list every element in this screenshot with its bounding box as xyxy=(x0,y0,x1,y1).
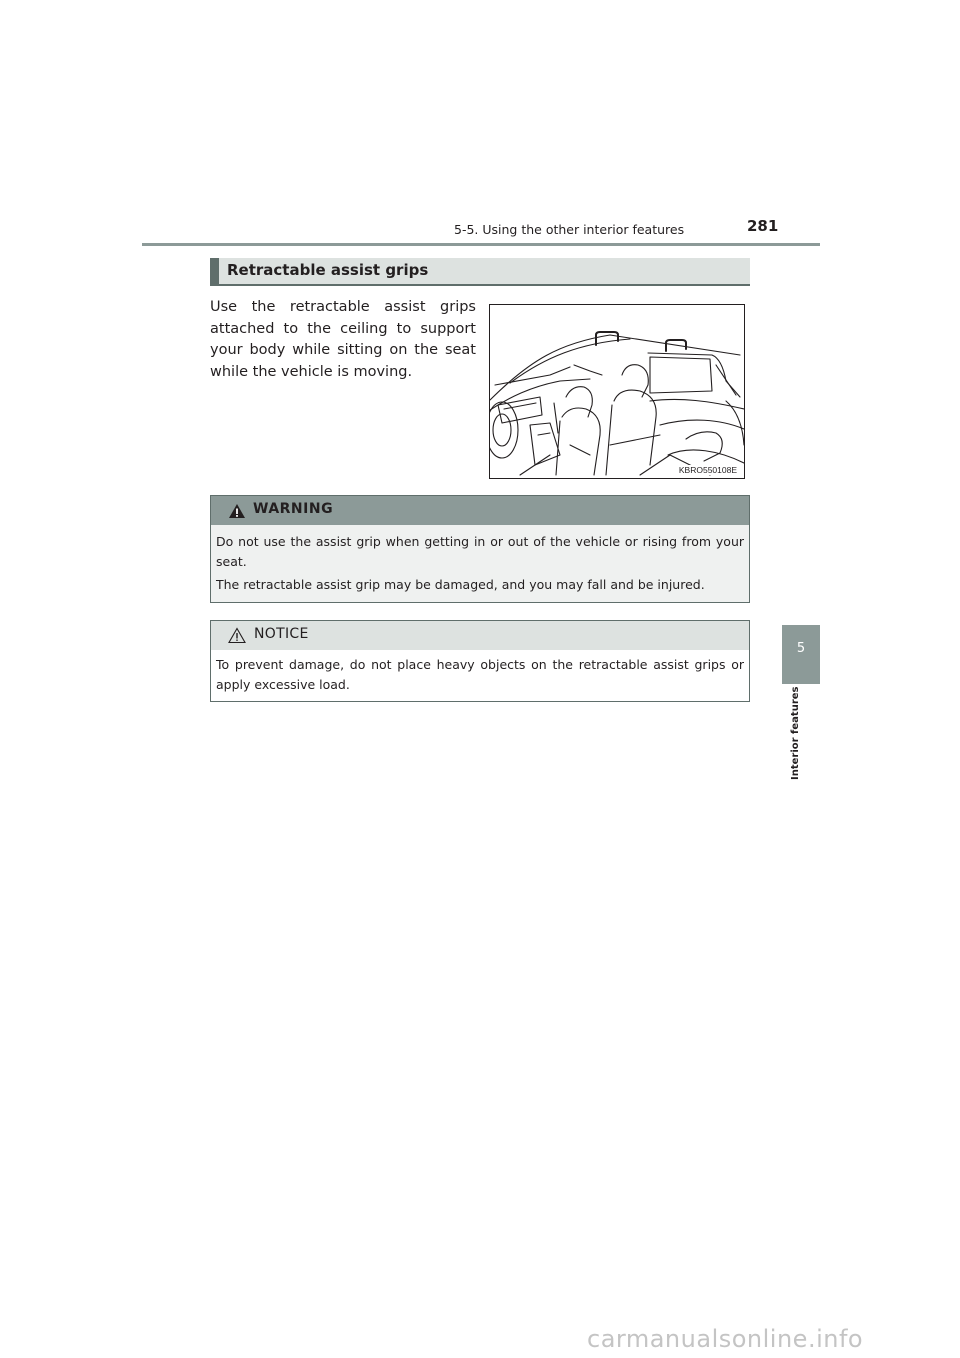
warning-paragraph: The retractable assist grip may be damaged, and you may fall and be injured. xyxy=(216,577,705,592)
section-path: 5-5. Using the other interior features xyxy=(454,222,685,237)
warning-box xyxy=(210,495,750,603)
warning-paragraph: Do not use the assist grip when getting in or out of the vehicle or rising from your seat. xyxy=(216,534,744,569)
notice-body xyxy=(211,650,749,695)
section-heading-text: Retractable assist grips xyxy=(227,261,429,279)
warning-body xyxy=(211,525,749,595)
chapter-label xyxy=(790,686,806,780)
section-heading xyxy=(210,258,750,286)
notice-text: To prevent damage, do not place heavy objects on the retractable assist grips or apply excessive load. xyxy=(216,657,744,692)
car-interior-drawing xyxy=(490,305,745,479)
notice-title: NOTICE xyxy=(254,626,309,642)
chapter-tab[interactable] xyxy=(782,625,820,684)
notice-header xyxy=(211,621,749,650)
warning-title: WARNING xyxy=(253,501,334,517)
interior-illustration xyxy=(489,304,745,479)
watermark: carmanualsonline.info xyxy=(587,1325,864,1353)
caution-triangle-icon xyxy=(228,627,246,644)
figure-id: KBRO550108E xyxy=(678,465,737,475)
intro-text: Use the retractable assist grips attached to the ceiling to support your body while sitting on the seat while the vehicle is moving. xyxy=(210,299,476,380)
warning-triangle-icon xyxy=(228,503,246,519)
page-number: 281 xyxy=(747,217,779,235)
chapter-number: 5 xyxy=(796,641,806,656)
warning-header xyxy=(211,496,749,525)
page-header xyxy=(142,216,820,246)
chapter-label-text: Interior features xyxy=(790,686,801,780)
notice-box xyxy=(210,620,750,702)
